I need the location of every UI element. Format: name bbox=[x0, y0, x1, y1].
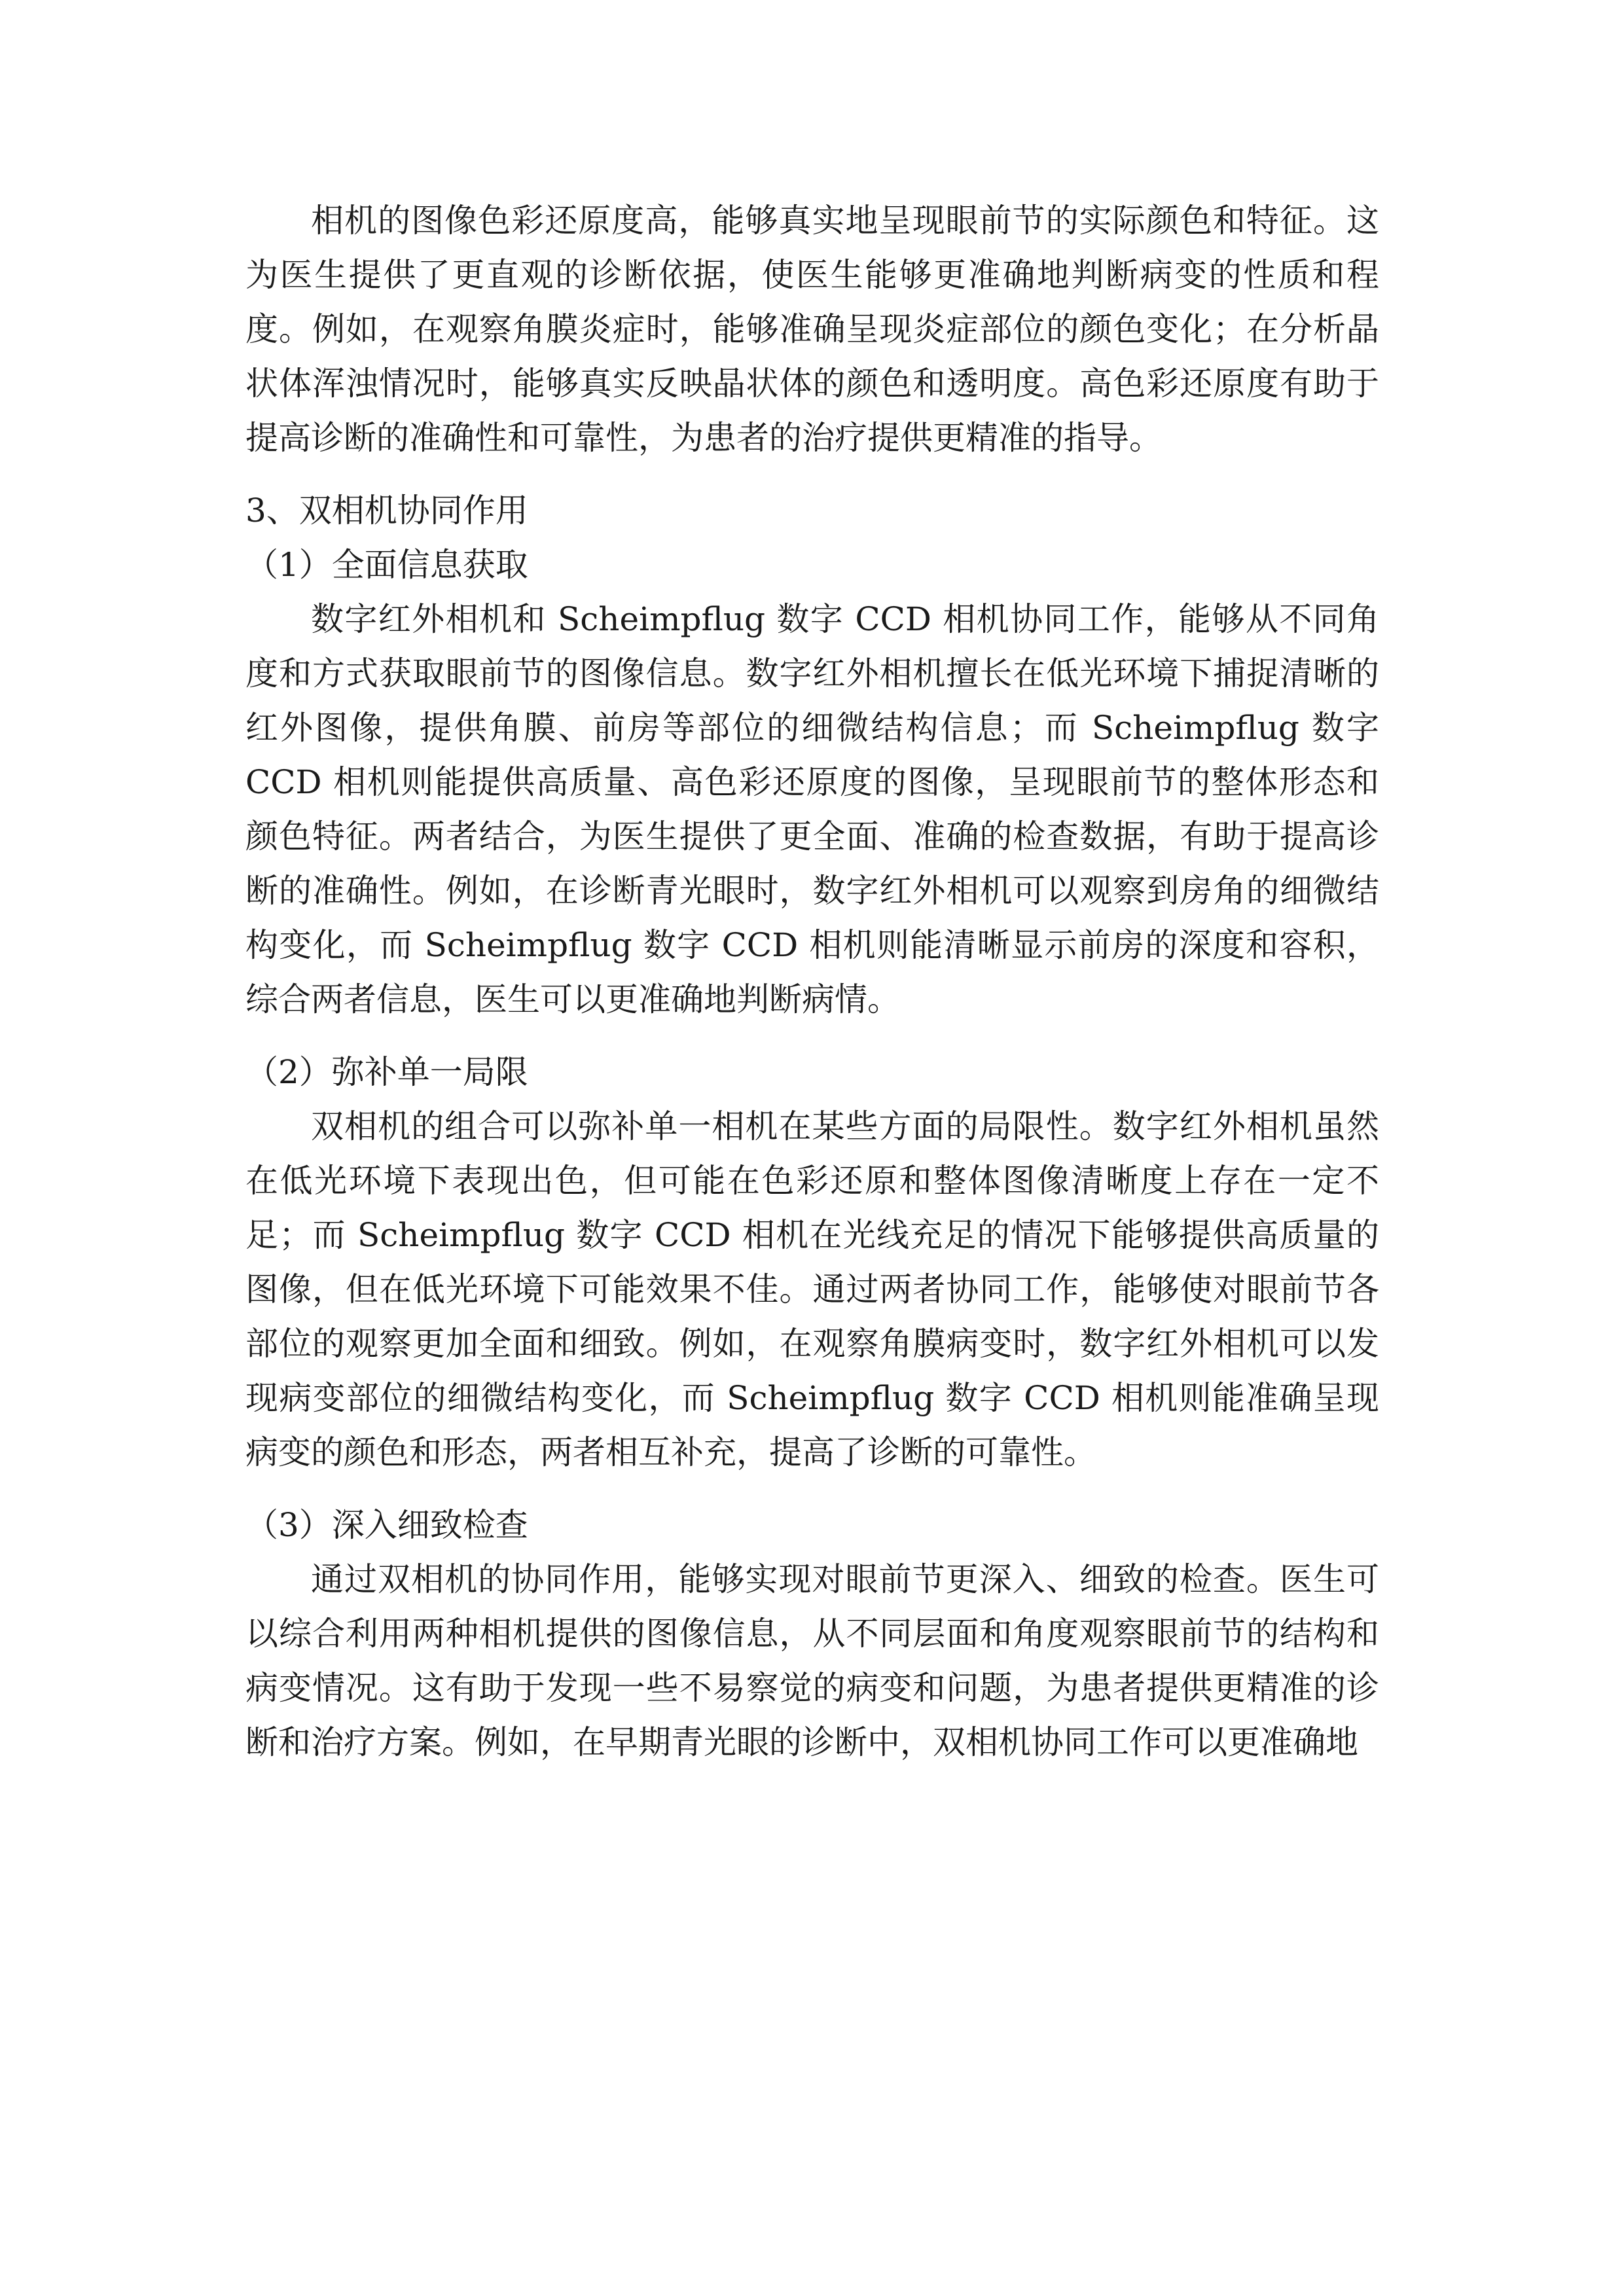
subheading-full-info: （1）全面信息获取 bbox=[245, 546, 528, 584]
subheading-complement: （2）弥补单一局限 bbox=[245, 1053, 528, 1091]
paragraph-color-fidelity: 相机的图像色彩还原度高，能够真实地呈现眼前节的实际颜色和特征。这为医生提供了更直观的诊断依据，使医生能够更准确地判断病变的性质和程度。例如，在观察角膜炎症时，能够准确呈现炎症部位的颜色变化；在分析晶状体浑浊情况时，能够真实反映晶状体的颜色和透明度。高色彩还原度有助于提高诊断的准确性和可靠性，为患者的治疗提供更精准的指导。 bbox=[245, 202, 1379, 457]
paragraph-complement: 双相机的组合可以弥补单一相机在某些方面的局限性。数字红外相机虽然在低光环境下表现出色，但可能在色彩还原和整体图像清晰度上存在一定不足；而 Scheimpflug 数字 CCD 相机在光线充足的情况下能够提供高质量的图像，但在低光环境下可能效果不佳。通过两者协同工作，能够使对眼前节各部位的观察更加全面和细致。例如，在观察角膜病变时，数字红外相机可以发现病变部位的细微结构变化，而 Scheimpflug 数字 CCD 相机则能准确呈现病变的颜色和形态，两者相互补充，提高了诊断的可靠性。 bbox=[245, 1107, 1379, 1471]
paragraph-detailed-check: 通过双相机的协同作用，能够实现对眼前节更深入、细致的检查。医生可以综合利用两种相机提供的图像信息，从不同层面和角度观察眼前节的结构和病变情况。这有助于发现一些不易察觉的病变和问题，为患者提供更精准的诊断和治疗方案。例如，在早期青光眼的诊断中，双相机协同工作可以更准确地 bbox=[245, 1560, 1379, 1761]
subheading-detailed-check: （3）深入细致检查 bbox=[245, 1506, 528, 1544]
paragraph-full-info: 数字红外相机和 Scheimpflug 数字 CCD 相机协同工作，能够从不同角度和方式获取眼前节的图像信息。数字红外相机擅长在低光环境下捕捉清晰的红外图像，提供角膜、前房等部位的细微结构信息；而 Scheimpflug 数字 CCD 相机则能提供高质量、高色彩还原度的图像，呈现眼前节的整体形态和颜色特征。两者结合，为医生提供了更全面、准确的检查数据，有助于提高诊断的准确性。例如，在诊断青光眼时，数字红外相机可以观察到房角的细微结构变化，而 Scheimpflug 数字 CCD 相机则能清晰显示前房的深度和容积，综合两者信息，医生可以更准确地判断病情。 bbox=[245, 600, 1379, 1018]
section-heading-dual-camera: 3、双相机协同作用 bbox=[245, 492, 528, 529]
document-page bbox=[245, 194, 1379, 1770]
